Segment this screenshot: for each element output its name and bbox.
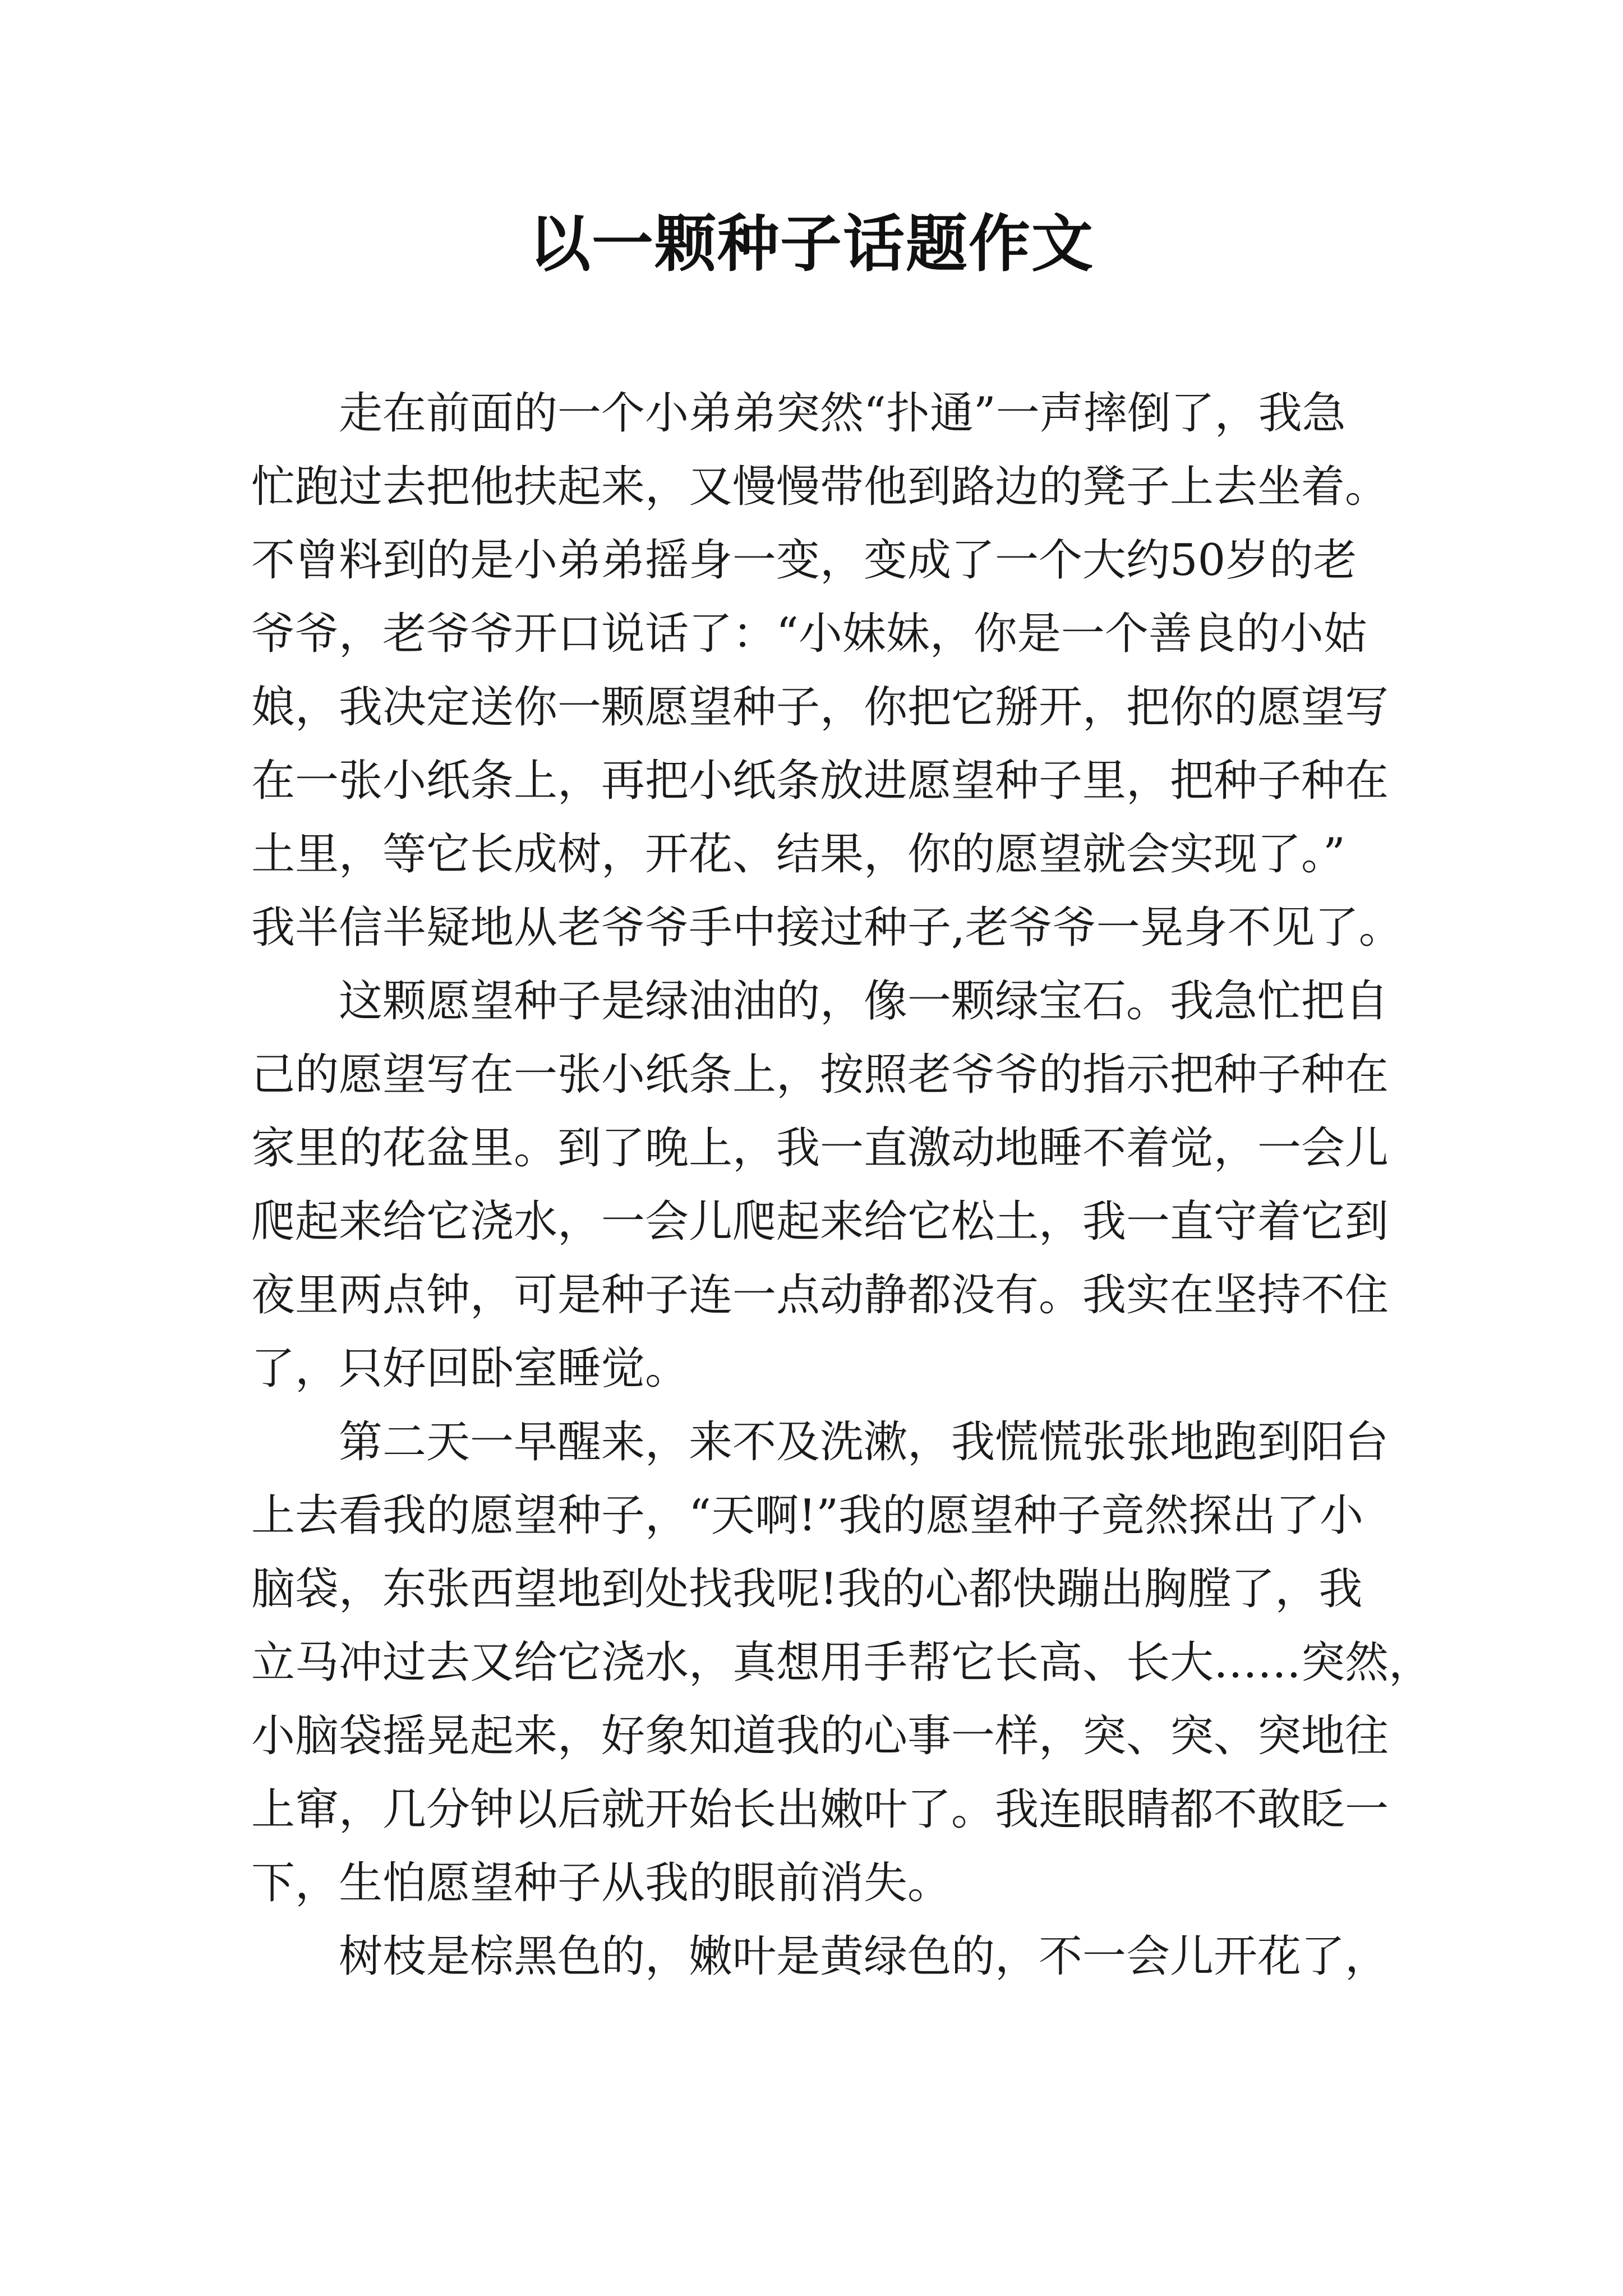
text-line: 在一张小纸条上，再把小纸条放进愿望种子里，把种子种在 [251, 756, 1389, 806]
text-line: 立马冲过去又给它浇水，真想用手帮它长高、长大……突然， [251, 1637, 1433, 1688]
text-line: 夜里两点钟，可是种子连一点动静都没有。我实在坚持不住 [251, 1270, 1389, 1320]
text-line: 爷爷，老爷爷开口说话了：“小妹妹，你是一个善良的小姑 [251, 609, 1367, 659]
text-line: 我半信半疑地从老爷爷手中接过种子,老爷爷一晃身不见了。 [251, 903, 1403, 953]
text-line: 土里，等它长成树，开花、结果，你的愿望就会实现了。” [251, 829, 1345, 880]
document-title: 以一颗种子话题作文 [529, 208, 1094, 280]
text-line: 娘，我决定送你一颗愿望种子，你把它掰开，把你的愿望写 [251, 682, 1389, 733]
text-line: 上窜，几分钟以后就开始长出嫩叶了。我连眼睛都不敢眨一 [251, 1784, 1389, 1835]
text-line: 第二天一早醒来，来不及洗漱，我慌慌张张地跑到阳台 [339, 1417, 1389, 1467]
text-line: 己的愿望写在一张小纸条上，按照老爷爷的指示把种子种在 [251, 1050, 1389, 1100]
text-line: 走在前面的一个小弟弟突然“扑通”一声摔倒了，我急 [339, 388, 1346, 439]
text-line: 树枝是棕黑色的，嫩叶是黄绿色的，不一会儿开花了， [339, 1931, 1389, 1982]
text-line: 爬起来给它浇水，一会儿爬起来给它松土，我一直守着它到 [251, 1197, 1389, 1247]
text-line: 了，只好回卧室睡觉。 [251, 1343, 689, 1394]
text-line: 上去看我的愿望种子，“天啊!”我的愿望种子竟然探出了小 [251, 1490, 1364, 1541]
text-line: 不曾料到的是小弟弟摇身一变，变成了一个大约50岁的老 [251, 535, 1357, 586]
text-line: 这颗愿望种子是绿油油的，像一颗绿宝石。我急忙把自 [339, 976, 1389, 1027]
essay-body [251, 377, 1433, 1994]
text-line: 下，生怕愿望种子从我的眼前消失。 [251, 1858, 952, 1908]
text-line: 脑袋，东张西望地到处找我呢!我的心都快蹦出胸膛了，我 [251, 1564, 1363, 1614]
text-line: 忙跑过去把他扶起来，又慢慢带他到路边的凳子上去坐着。 [251, 462, 1389, 512]
text-line: 家里的花盆里。到了晚上，我一直激动地睡不着觉，一会儿 [251, 1123, 1389, 1174]
text-line: 小脑袋摇晃起来，好象知道我的心事一样，突、突、突地往 [251, 1711, 1389, 1761]
